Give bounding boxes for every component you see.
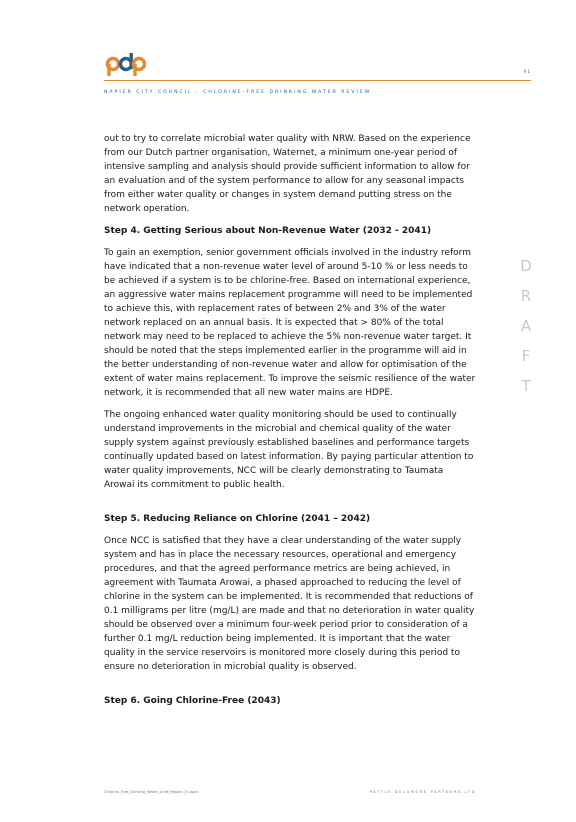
watermark-letter: D: [520, 257, 532, 275]
draft-watermark: [516, 251, 536, 401]
document-header-title: NAPIER CITY COUNCIL - CHLORINE-FREE DRINKING WATER REVIEW: [104, 90, 372, 95]
page-number: 91: [523, 69, 531, 74]
section-heading-step-6: Step 6. Going Chlorine-Free (2043): [104, 696, 281, 706]
paragraph: To gain an exemption, senior government officials involved in the industry reform have indicated that a non-revenue water level of around 5-10 % or less needs to be achieved if a system is to be chlorine-free. Based on international experience, an aggressive water mains replacement programme will need to be implemented to achieve this, with replacement rates of between 2% and 3% of the water network replaced on an annual basis. It is expected that > 80% of the total network may need to be replaced to achieve the 5% non-revenue water target. It should be noted that the steps implemented earlier in the programme will aid in the better understanding of non-revenue water and allow for optimisation of the extent of water mains replacement. To improve the seismic resilience of the water network, it is recommended that all new water mains are HDPE.: [104, 248, 476, 398]
document-body: [104, 132, 476, 716]
section-heading-step-4: Step 4. Getting Serious about Non-Revenue Water (2032 - 2041): [104, 226, 432, 236]
paragraph: The ongoing enhanced water quality monitoring should be used to continually understand improvements in the microbial and chemical quality of the water supply system against previously established baselines and performance targets continually updated based on latest information. By paying particular attention to water quality improvements, NCC will be clearly demonstrating to Taumata Arowai its commitment to public health.: [104, 410, 474, 490]
header-rule: [104, 80, 531, 81]
paragraph: out to try to correlate microbial water quality with NRW. Based on the experience from our Dutch partner organisation, Waternet, a minimum one-year period of intensive sampling and analysis should provide sufficient information to allow for an evaluation and of the system performance to allow for any seasonal impacts from either water quality or changes in system demand putting stress on the network operation.: [104, 134, 471, 214]
watermark-letter: R: [520, 287, 532, 305]
footer-filename: Chlorine_Free_Drinking_Water_Draft_Report (7).docx: [104, 790, 199, 794]
footer-company: PATTLE DELAMORE PARTNERS LTD: [369, 790, 476, 794]
watermark-letter: F: [521, 347, 531, 365]
watermark-letter: A: [520, 317, 532, 335]
section-heading-step-5: Step 5. Reducing Reliance on Chlorine (2041 – 2042): [104, 514, 371, 524]
watermark-letter: T: [521, 377, 531, 395]
paragraph: Once NCC is satisfied that they have a clear understanding of the water supply system and has in place the necessary resources, operational and emergency procedures, and that the agreed performance metrics are being achieved, in agreement with Taumata Arowai, a phased approached to reducing the level of chlorine in the system can be implemented. It is recommended that reductions of 0.1 milligrams per litre (mg/L) are made and that no deterioration in water quality should be observed over a minimum four-week period prior to consideration of a further 0.1 mg/L reduction being implemented. It is important that the water quality in the service reservoirs is monitored more closely during this period to ensure no deterioration in microbial quality is observed.: [104, 536, 475, 672]
pdp-logo: [104, 52, 148, 78]
